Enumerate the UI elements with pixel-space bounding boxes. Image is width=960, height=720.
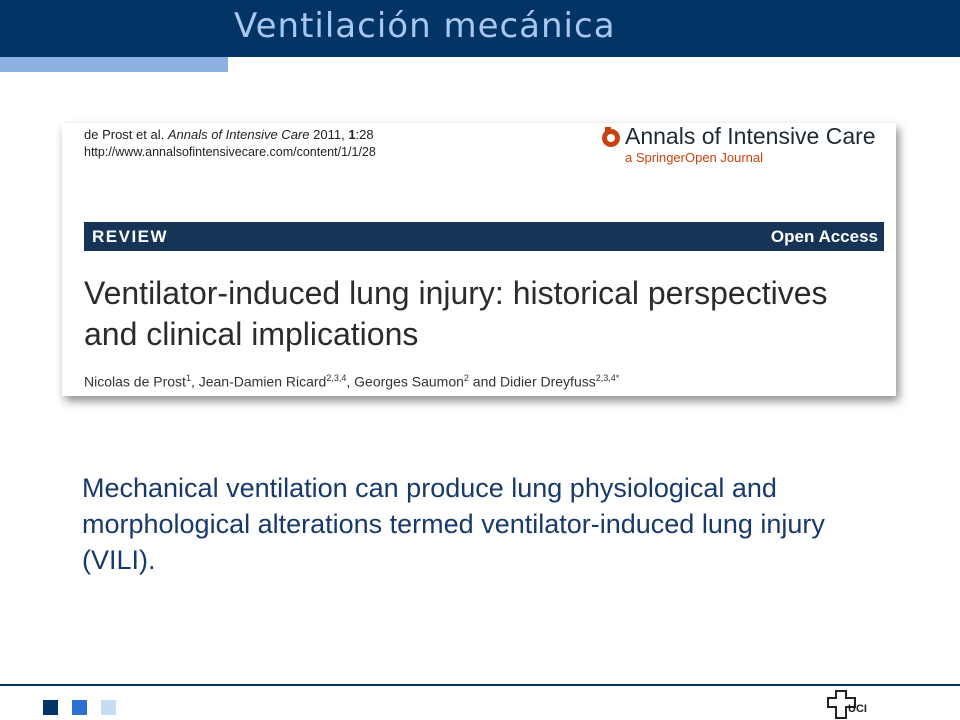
author-name: Didier Dreyfuss [500, 373, 596, 390]
journal-name: Annals of Intensive Care [625, 123, 876, 149]
citation-authors: de Prost et al. [84, 127, 165, 142]
footer-line [0, 684, 960, 686]
author-affiliation: 2,3,4* [595, 373, 620, 383]
paper-authors: Nicolas de Prost$^1$, Jean-Damien Ricard$^{2,3,4}$, Georges Saumon$^2$ and Didier Dreyfuss$^{2,3,4*}$ [84, 373, 620, 390]
citation-url: http://www.annalsofintensivecare.com/content/1/1/28 [84, 145, 376, 159]
journal-subtitle: a SpringerOpen Journal [625, 150, 764, 165]
open-access-label: Open Access [770, 227, 878, 246]
citation-issue: 1 [348, 127, 356, 142]
uci-logo-text: UCI [848, 703, 867, 715]
author-name: Nicolas de Prost [84, 373, 186, 390]
footer-square [101, 700, 116, 715]
footer-square [72, 700, 87, 715]
author-affiliation: 2 [463, 373, 469, 383]
slide-title: Ventilación mecánica [234, 6, 616, 46]
citation-year: 2011, [313, 127, 345, 142]
review-bar [84, 222, 884, 251]
slide-body-text: Mechanical ventilation can produce lung physiological and morphological alterations termed ventilator-induced lung injury (VILI). [82, 473, 825, 575]
author-affiliation: 2,3,4 [326, 373, 347, 383]
author-name: Georges Saumon [354, 373, 464, 390]
header-accent-bar [0, 57, 228, 72]
journal-logo-icon [600, 126, 622, 148]
author-affiliation: 1 [185, 373, 191, 383]
citation-journal: Annals of Intensive Care [167, 127, 310, 142]
citation-line [84, 127, 374, 142]
citation-page: :28 [355, 127, 374, 142]
footer-square [43, 700, 58, 715]
article-type-label: REVIEW [92, 227, 169, 246]
paper-title: Ventilator-induced lung injury: historical perspectives and clinical implications [84, 275, 828, 352]
paper-snapshot [62, 123, 896, 396]
author-name: Jean-Damien Ricard [198, 373, 327, 390]
